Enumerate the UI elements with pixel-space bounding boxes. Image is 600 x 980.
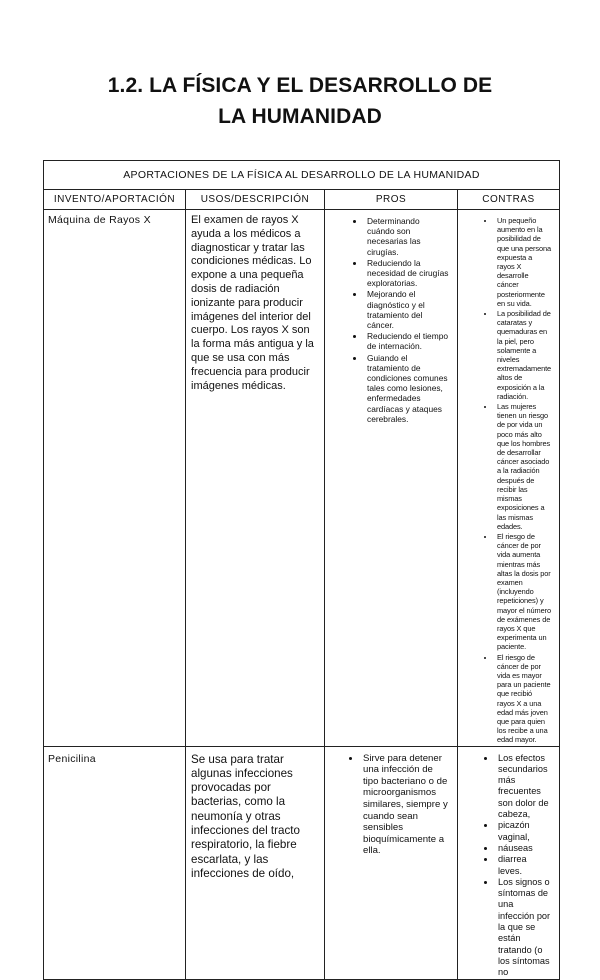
pros-cell (325, 210, 458, 747)
page-title-line-2: LA HUMANIDAD (218, 105, 382, 128)
con-item: • Un pequeño aumento en la posibilidad de que una persona expuesta a rayos X desarrolle cáncer posteriormente en su vida. (495, 216, 551, 308)
table-row (44, 746, 560, 979)
con-item: • náuseas (496, 843, 551, 854)
header-uses: USOS/DESCRIPCIÓN (186, 190, 325, 210)
pro-item: • Determinando cuándo son necesarias las cirugías. (365, 216, 449, 257)
page-title-line-1: 1.2. LA FÍSICA Y EL DESARROLLO DE (107, 74, 493, 97)
invention-name: Máquina de Rayos X (44, 210, 186, 747)
pro-item: • Sirve para detener una infección de tipo bacteriano o de microorganismos similares, siempre y cuando sean sensibles bioquímicamente a ella. (361, 753, 449, 857)
con-item: • El riesgo de cáncer de por vida aumenta mientras más altas la dosis por examen (incluyendo repeticiones) y mayor el número de exámenes de rayos X que experimenta un paciente. (495, 532, 551, 652)
page-title (60, 70, 540, 132)
con-item: • La posibilidad de cataratas y quemaduras en la piel, pero solamente a niveles extremadamente altos de exposición a la radiación. (495, 309, 551, 401)
header-cons: CONTRAS (458, 190, 560, 210)
invention-description: El examen de rayos X ayuda a los médicos a diagnosticar y tratar las condiciones médicas. Lo expone a una pequeña dosis de radiación ionizante para producir imágenes del interior del cuerpo. Los rayos X son la forma más antigua y la que se usa con más frecuencia para producir imágenes médicas. (186, 210, 325, 747)
con-item: • Los efectos secundarios más frecuentes son dolor de cabeza, (496, 753, 551, 821)
cons-cell (458, 210, 560, 747)
contributions-table (43, 160, 560, 980)
con-item: • diarrea leves. (496, 854, 551, 877)
invention-name: Penicilina (44, 746, 186, 979)
invention-description: Se usa para tratar algunas infecciones provocadas por bacterias, como la neumonía y otras infecciones del tracto respiratorio, la fiebre escarlata, y las infecciones de oído, (186, 746, 325, 979)
header-pros: PROS (325, 190, 458, 210)
header-invention: INVENTO/APORTACIÓN (44, 190, 186, 210)
con-item: • El riesgo de cáncer de por vida es mayor para un paciente que recibió rayos X a una edad más joven que para quien los recibe a una edad mayor. (495, 653, 551, 745)
con-item: • picazón vaginal, (496, 820, 551, 843)
pro-item: • Mejorando el diagnóstico y el tratamiento del cáncer. (365, 289, 449, 330)
pros-cell (325, 746, 458, 979)
table-caption: APORTACIONES DE LA FÍSICA AL DESARROLLO DE LA HUMANIDAD (44, 161, 560, 190)
table-header-row (44, 190, 560, 210)
pro-item: • Reduciendo el tiempo de internación. (365, 331, 449, 351)
con-item: • Las mujeres tienen un riesgo de por vida un poco más alto que los hombres de desarrollar cáncer asociado a la radiación después de recibir las mismas exposiciones a las mismas edades. (495, 402, 551, 531)
pro-item: • Reduciendo la necesidad de cirugías exploratorias. (365, 258, 449, 289)
pro-item: • Guiando el tratamiento de condiciones comunes tales como lesiones, enfermedades cardíacas y ataques cerebrales. (365, 353, 449, 424)
cons-cell (458, 746, 560, 979)
table-row (44, 210, 560, 747)
con-item: • Los signos o síntomas de una infección por la que se están tratando (o los síntomas no (496, 877, 551, 979)
